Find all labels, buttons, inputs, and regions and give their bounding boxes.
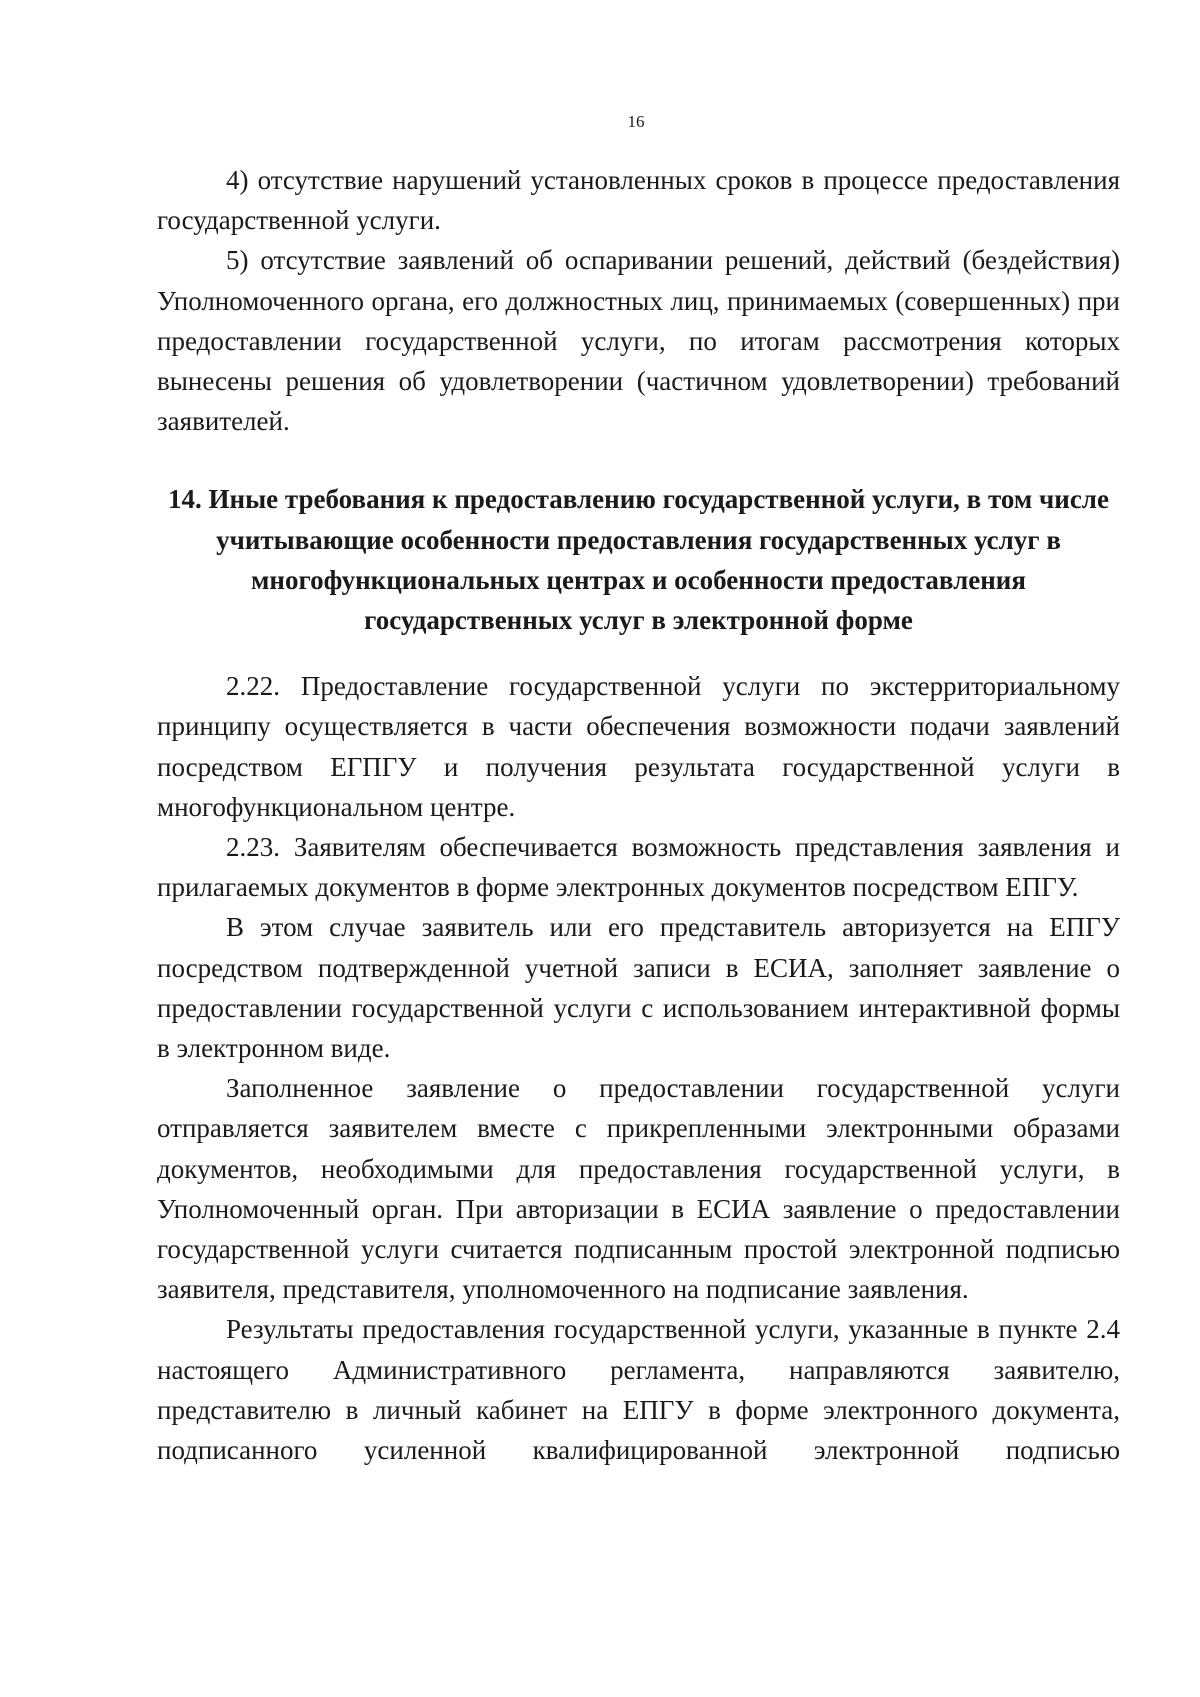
paragraph-results: Результаты предоставления государственной услуги, указанные в пункте 2.4 настоящего Административного регламента, направляются заявителю, представителю в личный кабинет на ЕПГУ в форме электронного документа, подписанного усиленной квалифицированной электронной подписью <box>157 1314 1120 1466</box>
paragraph-item-4: 4) отсутствие нарушений установленных сроков в процессе предоставления государственной услуги. <box>157 165 1120 236</box>
paragraph-submission: Заполненное заявление о предоставлении государственной услуги отправляется заявителем вместе с прикрепленными электронными образами документов, необходимыми для предоставления государственной услуги, в Уполномоченный орган. При авторизации в ЕСИА заявление о предоставлении государственной услуги считается подписанным простой электронной подписью заявителя, представителя, уполномоченного на подписание заявления. <box>157 1073 1120 1305</box>
paragraph-authorization: В этом случае заявитель или его представитель авторизуется на ЕПГУ посредством подтвержденной учетной записи в ЕСИА, заполняет заявление о предоставлении государственной услуги с использованием интерактивной формы в электронном виде. <box>157 912 1120 1064</box>
page-number: 16 <box>627 112 645 131</box>
paragraph-item-5: 5) отсутствие заявлений об оспаривании решений, действий (бездействия) Уполномоченного органа, его должностных лиц, принимаемых (совершенных) при предоставлении государственной услуги, по итогам рассмотрения которых вынесены решения об удовлетворении (частичном удовлетворении) требований заявителей. <box>157 245 1120 437</box>
section-heading: 14. Иные требования к предоставлению государственной услуги, в том числе учитывающие особенности предоставления государственных услуг в многофункциональных центрах и особенности предоставления государственных услуг в электронной форме <box>168 484 1109 636</box>
paragraph-2-23: 2.23. Заявителям обеспечивается возможность представления заявления и прилагаемых документов в форме электронных документов посредством ЕПГУ. <box>157 832 1120 903</box>
document-body <box>157 160 1120 1470</box>
paragraph-2-22: 2.22. Предоставление государственной услуги по экстерриториальному принципу осуществляется в части обеспечения возможности подачи заявлений посредством ЕГПГУ и получения результата государственной услуги в многофункциональном центре. <box>157 671 1120 822</box>
